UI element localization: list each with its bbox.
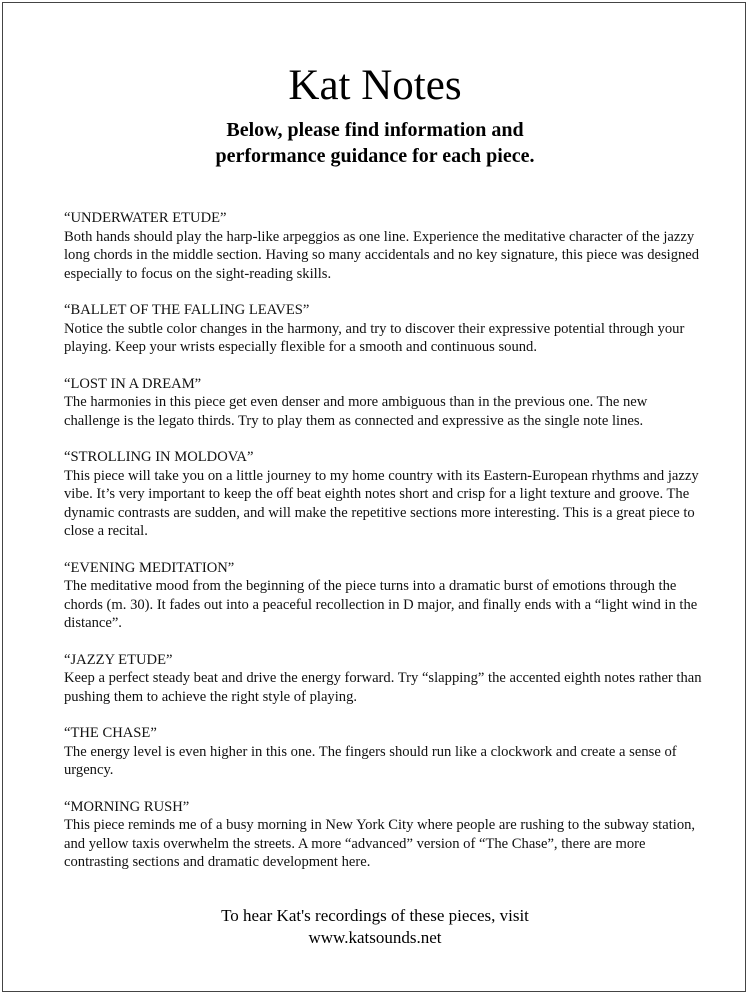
- piece-description: The harmonies in this piece get even denser and more ambiguous than in the previous one. The new challenge is the legato thirds. Try to play them as connected and expressive as the single note lines.: [64, 394, 648, 429]
- footer: [0, 905, 750, 949]
- piece-description: The energy level is even higher in this one. The fingers should run like a clockwork and create a sense of urgency.: [64, 743, 677, 778]
- piece-description: This piece reminds me of a busy morning in New York City where people are rushing to the subway station, and yellow taxis overwhelm the streets. A more “advanced” version of “The Chase”, there are more contrasting sections and dramatic development here.: [64, 817, 696, 870]
- page-subtitle: [0, 117, 750, 169]
- piece-title: “LOST IN A DREAM”: [64, 375, 202, 392]
- piece-underwater-etude: [64, 209, 704, 283]
- piece-title: “THE CHASE”: [64, 725, 157, 741]
- piece-title: “EVENING MEDITATION”: [64, 559, 235, 576]
- subtitle-line-1: Below, please find information and: [226, 119, 524, 141]
- piece-title: “BALLET OF THE FALLING LEAVES”: [64, 302, 310, 318]
- piece-description: Both hands should play the harp-like arpeggios as one line. Experience the meditative character of the jazzy long chords in the middle section. Having so many accidentals and no key signature, this piece was designed especially to focus on the sight-reading skills.: [64, 228, 700, 282]
- piece-description: This piece will take you on a little journey to my home country with its Eastern-European rhythms and jazzy vibe. It’s very important to keep the off beat eighth notes short and crisp for a light texture and groove. The dynamic contrasts are sudden, and will make the repetitive sections more interesting. This is a great piece to close a recital.: [64, 467, 699, 539]
- piece-description: The meditative mood from the beginning of the piece turns into a dramatic burst of emotions through the chords (m. 30). It fades out into a peaceful recollection in D major, and finally ends with a “light wind in the distance”.: [64, 578, 698, 631]
- piece-list: [64, 209, 704, 872]
- piece-jazzy-etude: [64, 651, 704, 707]
- piece-the-chase: [64, 724, 704, 780]
- piece-evening-meditation: [64, 559, 704, 633]
- piece-description: Notice the subtle color changes in the harmony, and try to discover their expressive potential through your playing. Keep your wrists especially flexible for a smooth and continuous sound.: [64, 320, 685, 355]
- piece-lost-in-a-dream: [64, 375, 704, 431]
- piece-title: “STROLLING IN MOLDOVA”: [64, 449, 254, 465]
- website-link[interactable]: www.katsounds.net: [308, 928, 442, 947]
- footer-text: To hear Kat's recordings of these pieces, visit: [221, 906, 529, 925]
- piece-ballet-of-the-falling-leaves: [64, 301, 704, 357]
- piece-morning-rush: [64, 798, 704, 872]
- piece-title: “JAZZY ETUDE”: [64, 651, 173, 668]
- piece-description: Keep a perfect steady beat and drive the energy forward. Try “slapping” the accented eighth notes rather than pushing them to achieve the right style of playing.: [64, 670, 702, 705]
- subtitle-line-2: performance guidance for each piece.: [215, 145, 535, 167]
- piece-title: “UNDERWATER ETUDE”: [64, 210, 227, 226]
- page-title: Kat Notes: [288, 62, 462, 109]
- piece-strolling-in-moldova: [64, 448, 704, 541]
- piece-title: “MORNING RUSH”: [64, 798, 190, 815]
